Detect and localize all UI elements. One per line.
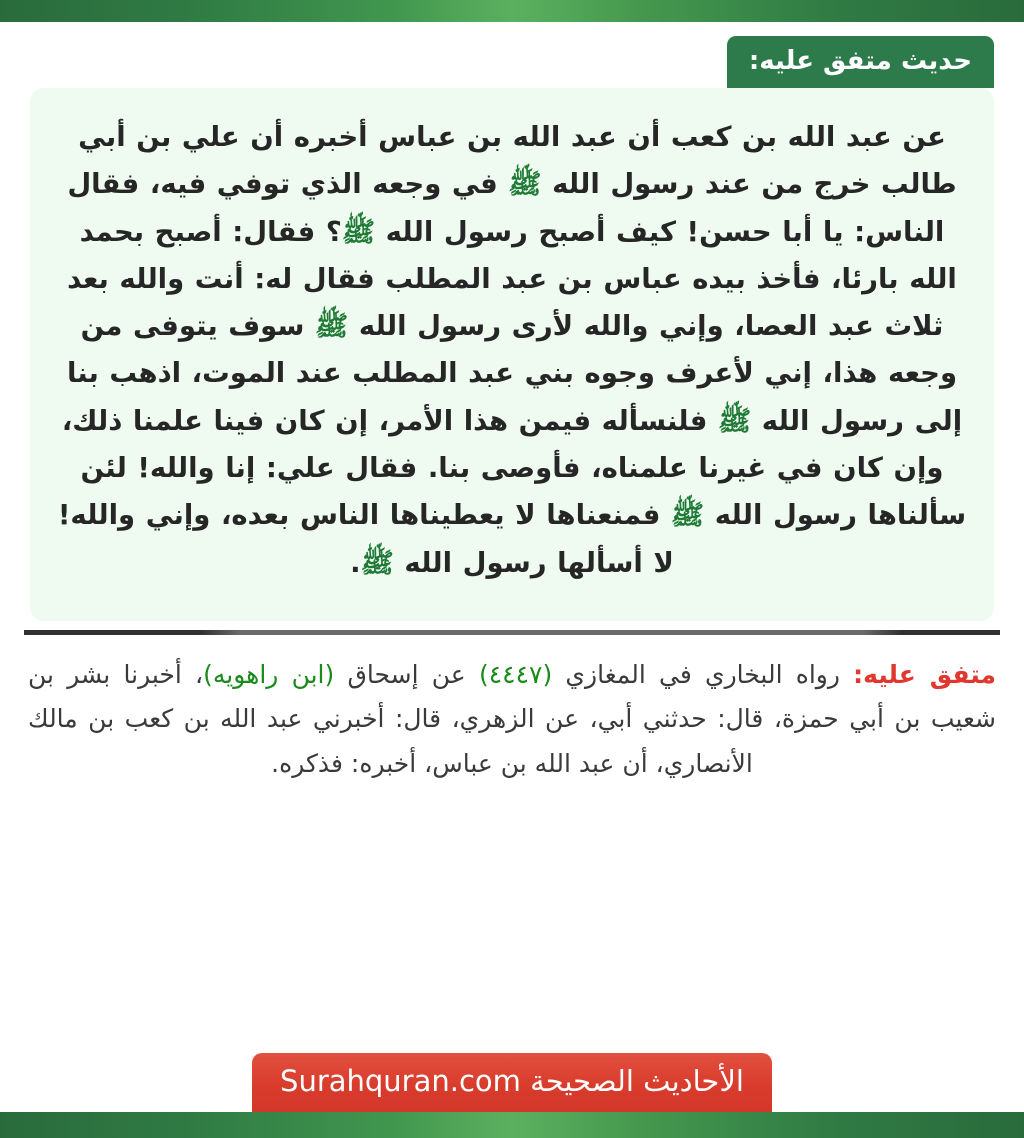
text-run-text: عن عبد الله بن كعب أن عبد الله بن عباس أخبره أن علي بن أبي طالب خرج من عند رسول الله	[78, 121, 957, 201]
text-run-text: .	[350, 546, 361, 579]
page-content	[0, 22, 1024, 1112]
text-run-salla: ﷺ	[360, 546, 394, 579]
text-run-text: ؟ فقال: أصبح بحمد الله بارئا، فأخذ بيده عباس بن عبد المطلب فقال له: أنت والله بعد ثلاث عبد العصا، وإني والله لأرى رسول الله	[67, 215, 957, 343]
text-run-text: ، أخبرنا بشر بن شعيب بن أبي حمزة، قال: حدثني أبي، عن الزهري، قال: أخبرني عبد الله بن كعب بن مالك الأنصاري، أن عبد الله بن عباس، أخبره: فذكره.	[28, 659, 996, 778]
text-run-text: فلنسأله فيمن هذا الأمر، إن كان فينا علمنا ذلك، وإن كان في غيرنا علمناه، فأوصى بنا. فقال علي: إنا والله! لئن سألناها رسول الله	[61, 404, 967, 532]
text-run-salla: ﷺ	[508, 168, 542, 201]
site-branding-banner[interactable]: الأحاديث الصحيحة Surahquran.com	[252, 1053, 772, 1112]
top-decorative-bar	[0, 0, 1024, 22]
hadith-grade-badge-row	[0, 22, 1024, 88]
hadith-body-text	[56, 114, 968, 587]
hadith-grade-badge: حديث متفق عليه:	[727, 36, 994, 88]
text-run-text: رواه البخاري في المغازي	[552, 659, 854, 689]
text-run-narrator: (ابن راهويه)	[203, 659, 335, 689]
hadith-attribution-text	[28, 653, 996, 787]
text-run-text: سوف يتوفى من وجعه هذا، إني لأعرف وجوه بني عبد المطلب عند الموت، اذهب بنا إلى رسول الله	[66, 310, 963, 437]
footer-banner-row	[0, 1053, 1024, 1112]
text-run-salla: ﷺ	[718, 404, 752, 437]
text-run-text: عن إسحاق	[334, 659, 479, 689]
hadith-panel	[30, 88, 994, 621]
bottom-decorative-bar	[0, 1112, 1024, 1138]
attribution-grade-label: متفق عليه:	[853, 659, 996, 689]
text-run-text: فمنعناها لا يعطيناها الناس بعده، وإني والله! لا أسألها رسول الله	[57, 499, 674, 579]
text-run-salla: ﷺ	[341, 215, 376, 248]
text-run-salla: ﷺ	[315, 310, 349, 343]
text-run-text: في وجعه الذي توفي فيه، فقال الناس: يا أبا حسن! كيف أصبح رسول الله	[67, 168, 945, 248]
text-run-num: (٤٤٤٧)	[478, 659, 553, 689]
section-divider	[24, 630, 1000, 635]
text-run-salla: ﷺ	[670, 499, 705, 532]
